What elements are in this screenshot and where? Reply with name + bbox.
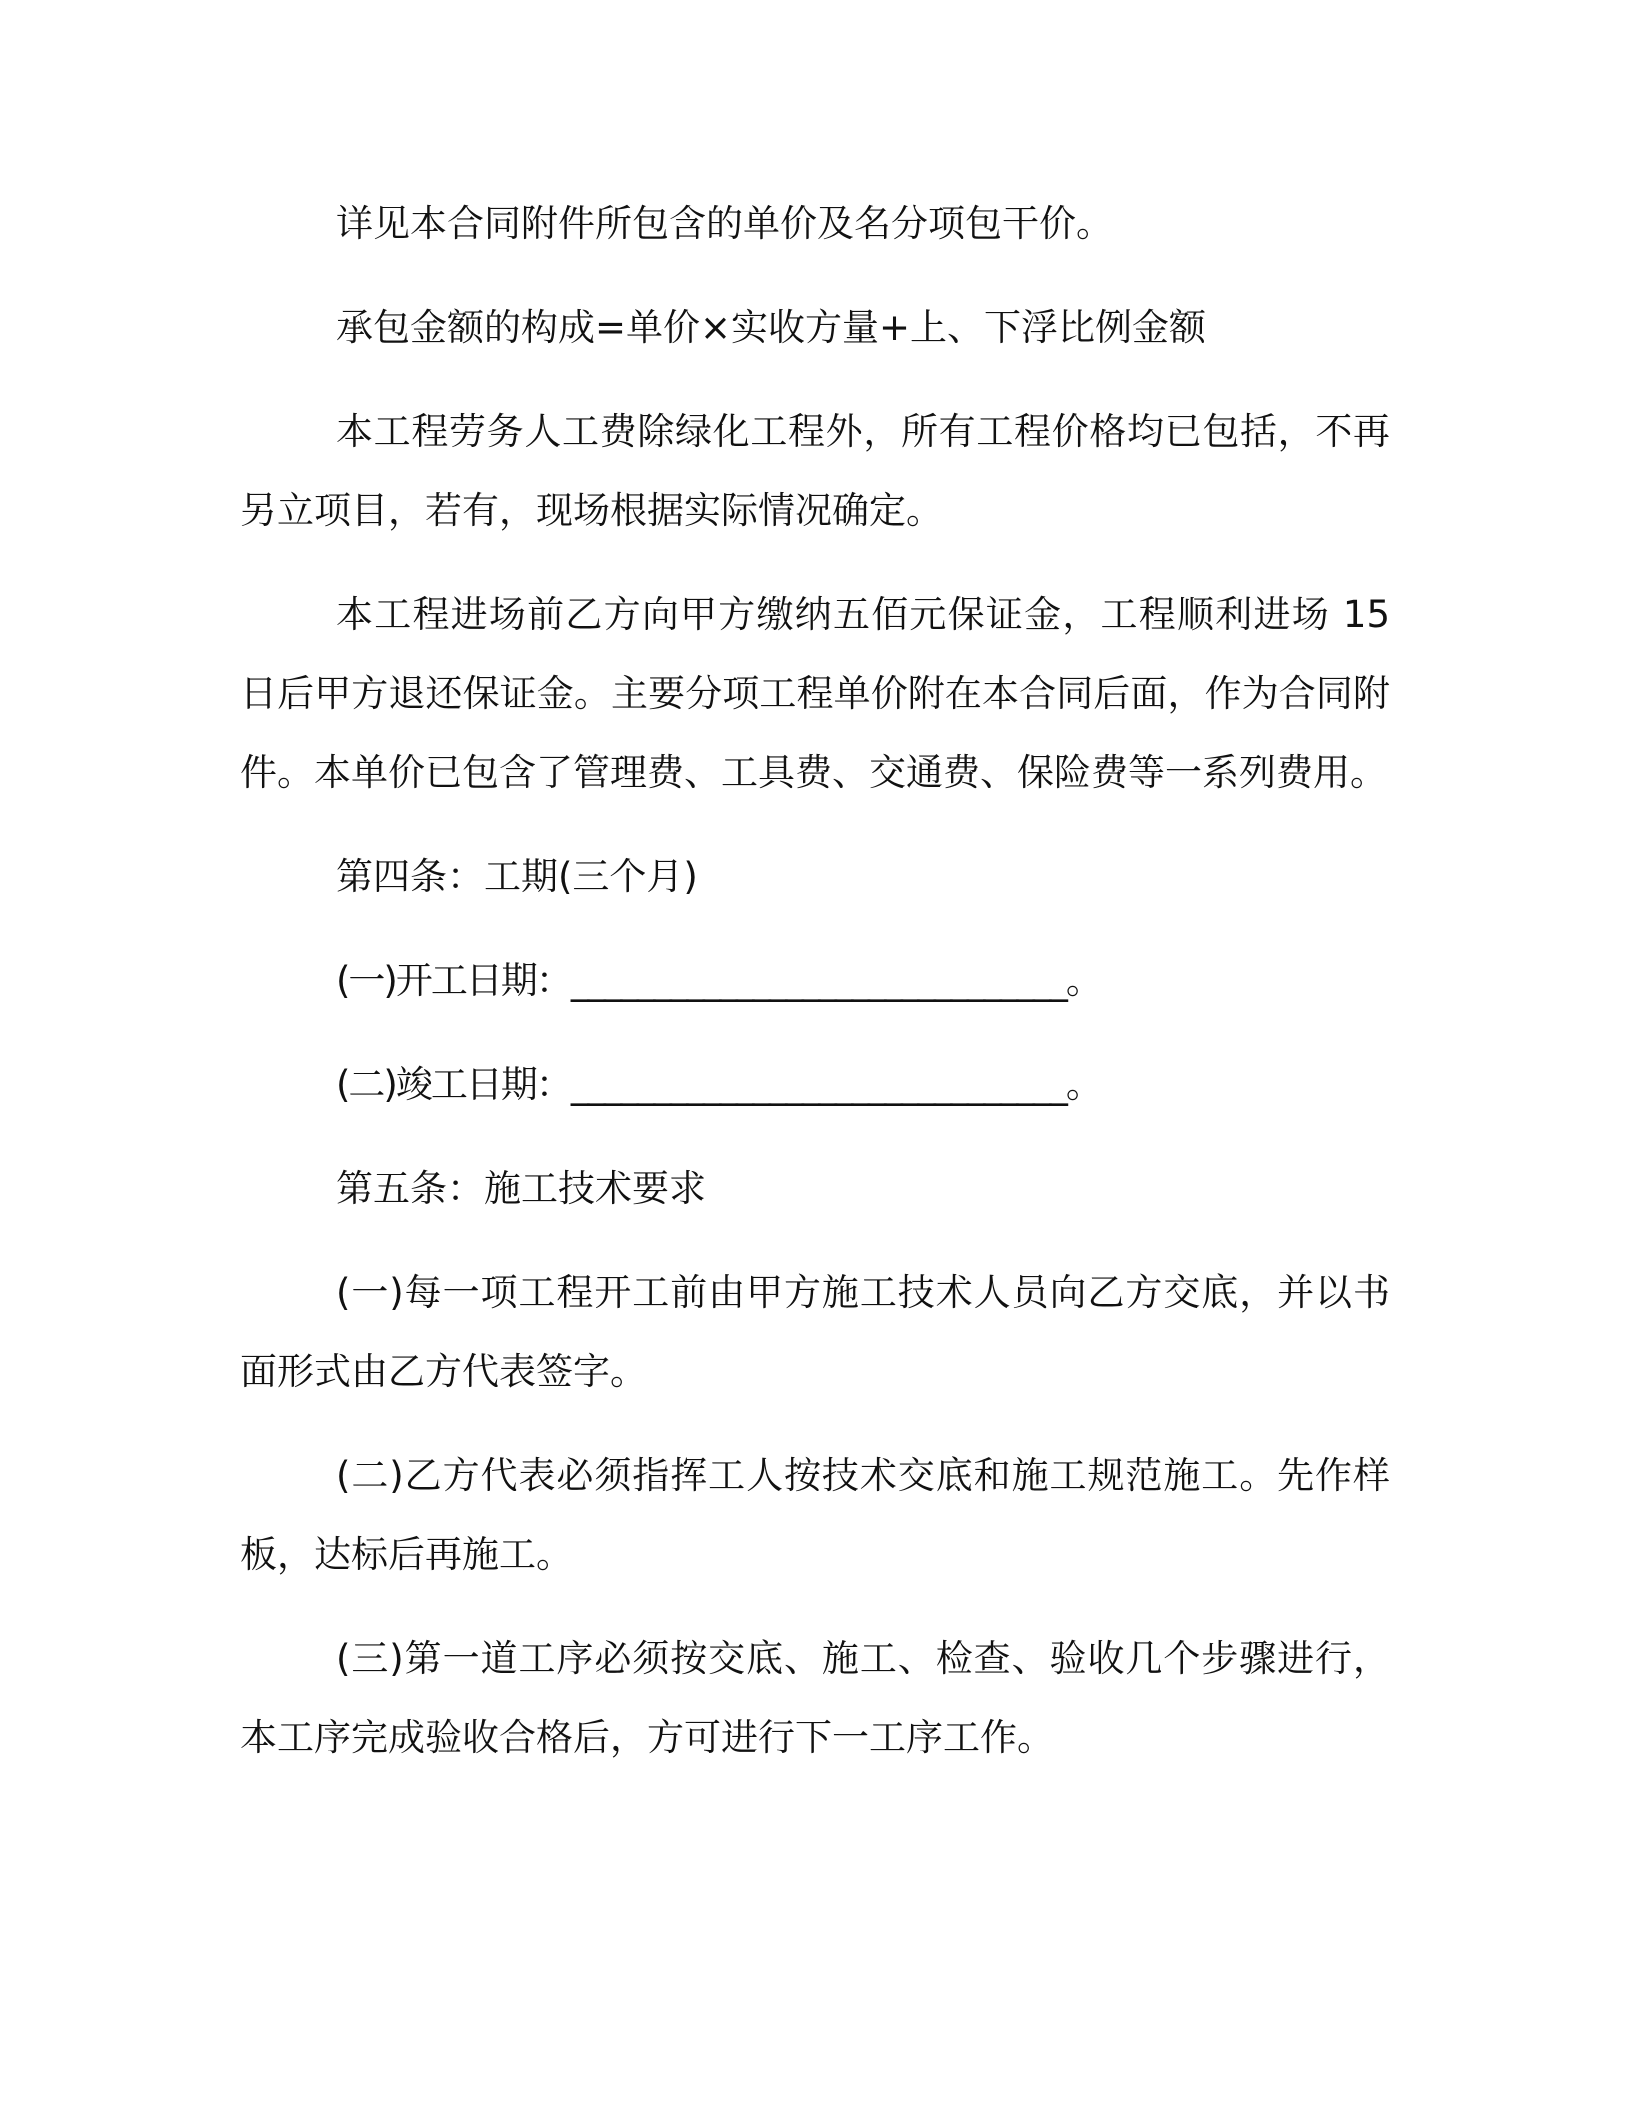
paragraph-technical-briefing: (一)每一项工程开工前由甲方施工技术人员向乙方交底，并以书面形式由乙方代表签字。 xyxy=(240,1271,1390,1393)
heading-article-four: 第四条：工期(三个月) xyxy=(336,855,698,898)
heading-article-five: 第五条：施工技术要求 xyxy=(336,1167,706,1210)
paragraph-construction-standard: (二)乙方代表必须指挥工人按技术交底和施工规范施工。先作样板，达标后再施工。 xyxy=(240,1454,1390,1576)
paragraph-contract-amount: 承包金额的构成=单价×实收方量+上、下浮比例金额 xyxy=(336,306,1207,349)
paragraph-unit-price: 详见本合同附件所包含的单价及名分项包干价。 xyxy=(336,202,1113,245)
document-body xyxy=(240,184,1390,1802)
paragraph-deposit: 本工程进场前乙方向甲方缴纳五佰元保证金，工程顺利进场 15日后甲方退还保证金。主要分项工程单价附在本合同后面，作为合同附件。本单价已包含了管理费、工具费、交通费、保险费等一系列费用。 xyxy=(240,593,1390,794)
completion-date-line: (二)竣工日期：______________________________。 xyxy=(336,1063,1101,1106)
paragraph-labor-cost: 本工程劳务人工费除绿化工程外，所有工程价格均已包括，不再另立项目，若有，现场根据实际情况确定。 xyxy=(240,410,1390,532)
start-date-line: (一)开工日期：______________________________。 xyxy=(336,959,1101,1002)
paragraph-process-steps: (三)第一道工序必须按交底、施工、检查、验收几个步骤进行，本工序完成验收合格后，方可进行下一工序工作。 xyxy=(240,1637,1390,1759)
